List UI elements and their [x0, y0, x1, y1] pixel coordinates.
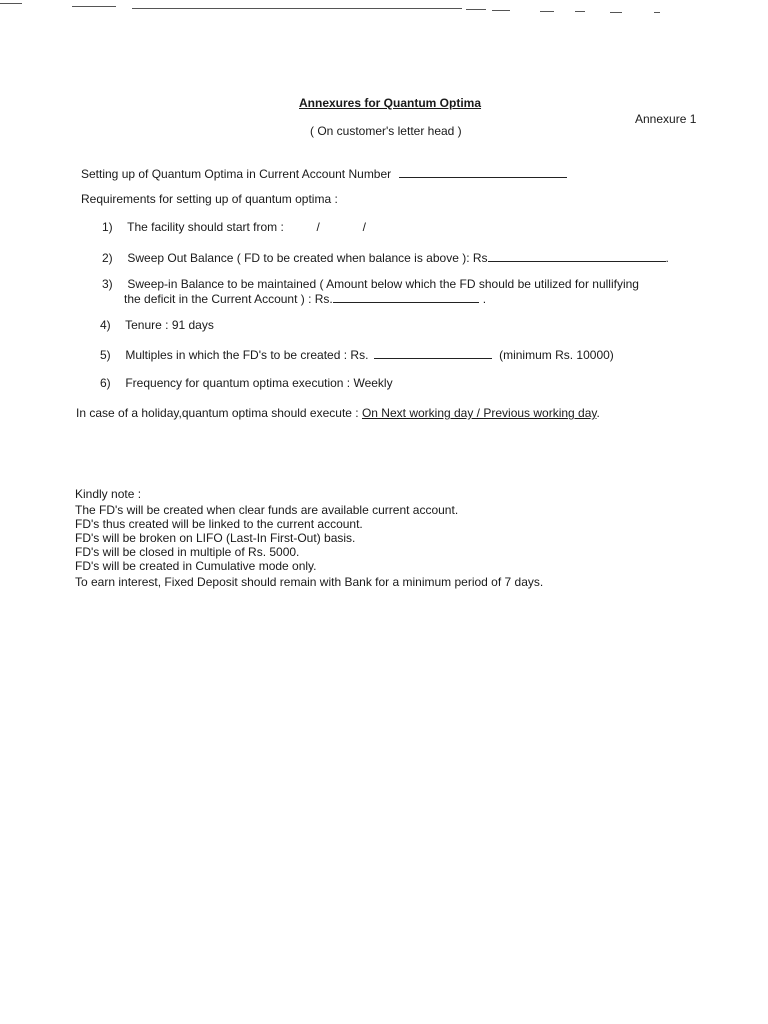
setup-line-text: Setting up of Quantum Optima in Current Account Number: [81, 167, 392, 181]
holiday-line: [76, 406, 600, 420]
item-text: Tenure : 91 days: [125, 318, 214, 332]
note-line-2: FD's thus created will be linked to the current account.: [75, 517, 363, 531]
date-separator: /: [316, 220, 320, 234]
multiples-amount-blank[interactable]: [374, 347, 492, 359]
item-text: Multiples in which the FD's to be created : Rs.: [125, 348, 369, 362]
setup-line: [81, 166, 567, 181]
note-line-3: FD's will be broken on LIFO (Last-In First-Out) basis.: [75, 531, 356, 545]
note-line-6: To earn interest, Fixed Deposit should remain with Bank for a minimum period of 7 days.: [75, 575, 544, 589]
list-item-6: [100, 376, 393, 390]
item-number: 4): [100, 318, 111, 332]
holiday-option[interactable]: On Next working day / Previous working day: [361, 406, 597, 420]
list-item-1: [102, 220, 366, 234]
list-item-4: [100, 318, 214, 332]
holiday-prefix: In case of a holiday,quantum optima should execute :: [76, 406, 359, 420]
date-separator: /: [362, 220, 366, 234]
sweep-out-amount-blank[interactable]: [488, 250, 666, 262]
item-text: Sweep Out Balance ( FD to be created when balance is above ): Rs: [127, 251, 488, 265]
account-number-blank[interactable]: [399, 166, 567, 178]
item-number: 3): [102, 277, 113, 291]
note-line-5: FD's will be created in Cumulative mode only.: [75, 559, 317, 573]
item-number: 5): [100, 348, 111, 362]
item-number: 6): [100, 376, 111, 390]
notes-heading: Kindly note :: [75, 487, 142, 501]
annexure-label: Annexure 1: [635, 112, 697, 126]
item-text-cont: the deficit in the Current Account ) : Rs.: [124, 292, 333, 306]
holiday-trail: .: [596, 406, 600, 420]
list-item-5: [100, 347, 614, 362]
sweep-in-amount-blank[interactable]: [333, 291, 479, 303]
list-item-2: [102, 250, 669, 265]
note-line-1: The FD's will be created when clear funds are available current account.: [75, 503, 459, 517]
requirements-line: Requirements for setting up of quantum optima :: [81, 192, 338, 206]
note-line-4: FD's will be closed in multiple of Rs. 5000.: [75, 545, 300, 559]
list-item-3-cont: [124, 291, 486, 306]
document-title: Annexures for Quantum Optima: [299, 96, 482, 110]
document-subtitle: ( On customer's letter head ): [310, 124, 462, 138]
item-trail: .: [665, 251, 669, 265]
list-item-3: [102, 277, 639, 291]
item-number: 2): [102, 251, 113, 265]
item-text: Frequency for quantum optima execution : Weekly: [125, 376, 393, 390]
scan-artifact-lines: [0, 0, 768, 14]
item-text: Sweep-in Balance to be maintained ( Amount below which the FD should be utilized for nullifying: [127, 277, 639, 291]
item-trail: .: [482, 292, 487, 306]
item-text: The facility should start from :: [127, 220, 284, 234]
item-number: 1): [102, 220, 113, 234]
minimum-note: (minimum Rs. 10000): [499, 348, 614, 362]
